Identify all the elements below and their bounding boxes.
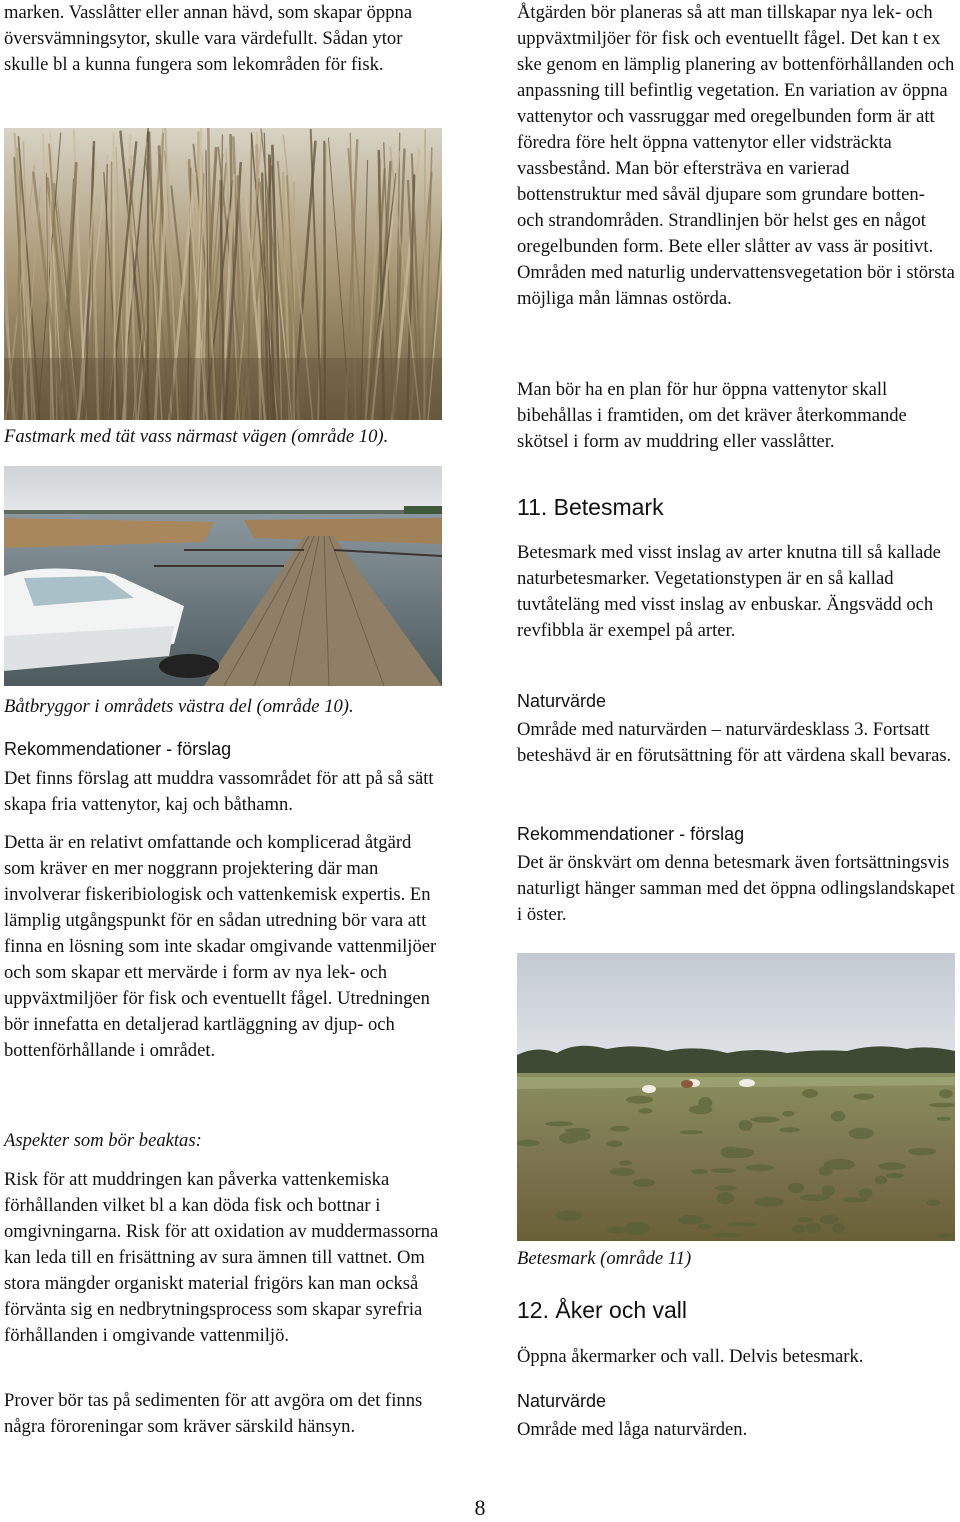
pasture-caption: Betesmark (område 11) — [517, 1246, 955, 1272]
plan-paragraph: Man bör ha en plan för hur öppna vattenytor skall bibehållas i framtiden, om det kräver återkommande skötsel i form av muddring eller vasslåtter. — [517, 377, 955, 455]
naturvarde-heading: Naturvärde — [517, 689, 955, 713]
recommendations-heading: Rekommendationer - förslag — [4, 737, 444, 761]
section-12-title: 12. Åker och vall — [517, 1295, 955, 1325]
recommendations-paragraph: Det finns förslag att muddra vassområdet för att på så sätt skapa fria vattenytor, kaj och båthamn. — [4, 766, 444, 818]
naturvarde-heading-2: Naturvärde — [517, 1389, 955, 1413]
recommendations-paragraph-2: Det är önskvärt om denna betesmark även fortsättningsvis naturligt hänger samman med det öppna odlingslandskapet i öster. — [517, 850, 955, 928]
intro-paragraph: marken. Vasslåtter eller annan hävd, som skapar öppna översvämningsytor, skulle vara värdefullt. Sådan ytor skulle bl a kunna fungera som lekområden för fisk. — [4, 0, 444, 78]
reeds-photo — [4, 128, 442, 420]
naturvarde-paragraph-2: Område med låga naturvärden. — [517, 1417, 955, 1443]
reeds-caption: Fastmark med tät vass närmast vägen (område 10). — [4, 424, 444, 450]
page-number: 8 — [0, 1494, 960, 1522]
risk-paragraph: Risk för att muddringen kan påverka vattenkemiska förhållanden vilket bl a kan döda fisk och bottnar i omgivningarna. Risk för att oxidation av muddermassorna kan leda till en frisättning av sura ämnen till vattnet. Om stora mängder organiskt material frigörs kan man också förvänta sig en nedbrytningsprocess som skapar syrefria förhållanden i omgivande vattenmiljö. — [4, 1167, 444, 1349]
jetty-photo — [4, 466, 442, 686]
recommendations-heading-2: Rekommendationer - förslag — [517, 822, 955, 846]
pasture-photo — [517, 953, 955, 1241]
measure-paragraph: Åtgärden bör planeras så att man tillskapar nya lek- och uppväxtmiljöer för fisk och eventuellt fågel. Det kan t ex ske genom en lämplig planering av bottenförhållanden och anpassning till befintlig vegetation. En variation av öppna vattenytor och vassruggar med oregelbunden form är att föredra före helt öppna vattenytor eller vidsträckta vassbestånd. Man bör eftersträva en varierad bottenstruktur med såväl djupare som grundare botten- och strandområden. Strandlinjen bör helst ges en något oregelbunden form. Bete eller slåtter av vass är positivt. Områden med naturlig undervattensvegetation bör i största möjliga mån lämnas ostörda. — [517, 0, 955, 312]
section-12-paragraph: Öppna åkermarker och vall. Delvis betesmark. — [517, 1344, 955, 1370]
section-11-title: 11. Betesmark — [517, 492, 955, 522]
section-11-paragraph: Betesmark med visst inslag av arter knutna till så kallade naturbetesmarker. Vegetationstypen är en så kallad tuvtåteläng med visst inslag av enbuskar. Ängsvädd och revfibbla är exempel på arter. — [517, 540, 955, 644]
dredging-paragraph: Detta är en relativt omfattande och komplicerad åtgärd som kräver en mer noggrann projektering där man involverar fiskeribiologisk och vattenkemisk expertis. En lämplig utgångspunkt för en sådan utredning bör vara att finna en lösning som inte skadar omgivande vattenmiljöer och som skapar ett mervärde i form av nya lek- och uppväxtmiljöer för fisk och eventuellt fågel. Utredningen bör innefatta en detaljerad kartläggning av djup- och bottenförhållande i området. — [4, 830, 444, 1064]
jetty-caption: Båtbryggor i områdets västra del (område 10). — [4, 694, 444, 720]
aspects-label: Aspekter som bör beaktas: — [4, 1128, 444, 1154]
naturvarde-paragraph: Område med naturvärden – naturvärdesklass 3. Fortsatt beteshävd är en förutsättning för att värdena skall bevaras. — [517, 717, 955, 769]
samples-paragraph: Prover bör tas på sedimenten för att avgöra om det finns några föroreningar som kräver särskild hänsyn. — [4, 1388, 444, 1440]
